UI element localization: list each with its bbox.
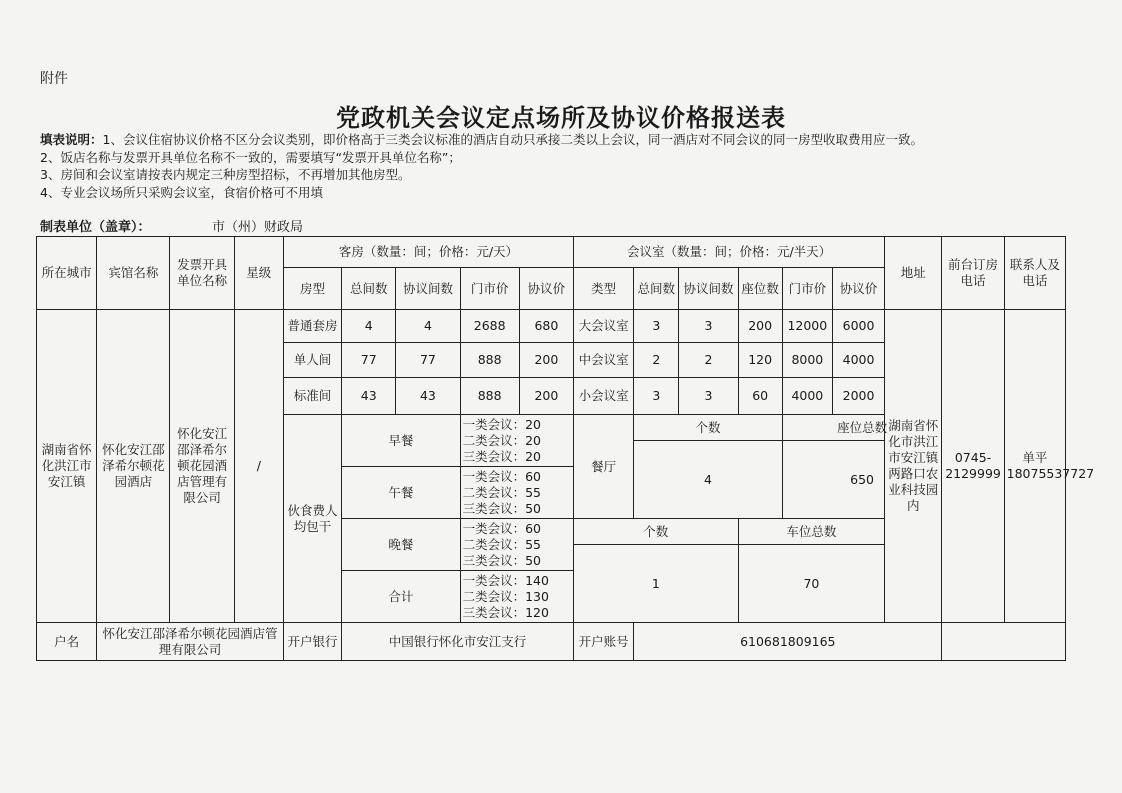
meal-price-class1: 一类会议：140	[462, 572, 549, 588]
room-total: 43	[342, 378, 396, 415]
mr-seats: 120	[738, 343, 782, 378]
header-contact: 联系人及电话	[1004, 237, 1065, 310]
cell-star: /	[234, 310, 283, 623]
bureau-name: 市（州）财政局	[212, 220, 304, 235]
account-row	[37, 623, 1066, 661]
room-agreed-price: 200	[519, 343, 573, 378]
bank-name: 中国银行怀化市安江支行	[342, 623, 574, 661]
restaurant-seats-label: 座位总数	[782, 415, 942, 441]
mr-total: 3	[634, 378, 679, 415]
header-mr-price: 协议价	[832, 268, 884, 310]
meal-name: 午餐	[342, 467, 460, 519]
mr-seats: 60	[738, 378, 782, 415]
note-line-2	[40, 149, 923, 167]
header-room-door: 门市价	[460, 268, 519, 310]
header-front-phone: 前台订房电话	[942, 237, 1004, 310]
holder-name: 怀化安江邵泽希尔顿花园酒店管理有限公司	[97, 623, 284, 661]
header-room-total: 总间数	[342, 268, 396, 310]
header-hotel: 宾馆名称	[97, 237, 170, 310]
mr-agreed: 3	[679, 378, 738, 415]
mr-total: 3	[634, 310, 679, 343]
room-agreed: 77	[396, 343, 460, 378]
meals-label: 伙食费人均包干	[283, 415, 341, 623]
meal-name: 早餐	[342, 415, 460, 467]
mr-door-price: 12000	[782, 310, 832, 343]
note-head: 填表说明：	[40, 132, 103, 147]
header-invoice: 发票开具单位名称	[170, 237, 234, 310]
header-mr-total: 总间数	[634, 268, 679, 310]
page-title: 党政机关会议定点场所及协议价格报送表	[336, 104, 786, 132]
header-city: 所在城市	[37, 237, 97, 310]
room-type: 单人间	[283, 343, 341, 378]
quote-table	[36, 236, 1095, 661]
parking-spaces-label: 车位总数	[738, 519, 885, 545]
header-mr-door: 门市价	[782, 268, 832, 310]
maker-label: 制表单位（盖章）：	[40, 220, 151, 235]
note-4: 4、专业会议场所只采购会议室，食宿价格可不用填	[40, 184, 323, 200]
mr-agreed: 3	[679, 310, 738, 343]
restaurant-label: 餐厅	[573, 415, 633, 519]
header-meeting-group: 会议室（数量：间；价格：元/半天）	[573, 237, 884, 268]
room-agreed-price: 200	[519, 378, 573, 415]
fill-instructions	[40, 131, 923, 201]
cell-city: 湖南省怀化洪江市安江镇	[37, 310, 97, 623]
mr-total: 2	[634, 343, 679, 378]
mr-door-price: 4000	[782, 378, 832, 415]
header-room-type: 房型	[283, 268, 341, 310]
meal-price-class1: 一类会议：60	[462, 468, 541, 484]
meal-price-class3: 三类会议：50	[462, 552, 541, 568]
meal-prices	[460, 467, 573, 519]
table-row	[37, 310, 1066, 343]
mr-type: 小会议室	[573, 378, 633, 415]
note-1: 1、会议住宿协议价格不区分会议类别，即价格高于三类会议标准的酒店自动只承接二类以上会议，同一酒店对不同会议的同一房型收取费用应一致。	[102, 132, 923, 147]
meal-price-class3: 三类会议：20	[462, 448, 541, 464]
note-line-3	[40, 166, 923, 184]
meal-name: 晚餐	[342, 519, 460, 571]
room-door-price: 888	[460, 378, 519, 415]
restaurant-seats: 650	[782, 441, 942, 519]
meal-price-class2: 二类会议：55	[462, 484, 541, 500]
mr-type: 大会议室	[573, 310, 633, 343]
note-line-1	[40, 131, 923, 149]
meal-price-class2: 二类会议：55	[462, 536, 541, 552]
meal-price-class3: 三类会议：120	[462, 604, 549, 620]
holder-label: 户名	[37, 623, 97, 661]
room-door-price: 888	[460, 343, 519, 378]
attachment-label: 附件	[40, 71, 68, 87]
parking-count-label: 个数	[573, 519, 738, 545]
meal-prices	[460, 571, 573, 623]
cell-front-phone: 0745-2129999	[942, 310, 1004, 623]
mr-agreed-price: 4000	[832, 343, 884, 378]
meal-prices	[460, 519, 573, 571]
meal-price-class3: 三类会议：50	[462, 500, 541, 516]
room-type: 普通套房	[283, 310, 341, 343]
header-mr-seats: 座位数	[738, 268, 782, 310]
header-star: 星级	[234, 237, 283, 310]
room-type: 标准间	[283, 378, 341, 415]
meal-price-class1: 一类会议：20	[462, 416, 541, 432]
header-mr-type: 类型	[573, 268, 633, 310]
cell-contact: 单平18075537727	[1004, 310, 1065, 623]
mr-type: 中会议室	[573, 343, 633, 378]
parking-spaces: 70	[738, 545, 885, 623]
mr-agreed-price: 6000	[832, 310, 884, 343]
meal-price-class2: 二类会议：20	[462, 432, 541, 448]
note-line-4	[40, 184, 923, 202]
acct-label: 开户账号	[573, 623, 633, 661]
cell-invoice: 怀化安江邵泽希尔顿花园酒店管理有限公司	[170, 310, 234, 623]
mr-door-price: 8000	[782, 343, 832, 378]
meal-name: 合计	[342, 571, 460, 623]
blank-cell	[942, 623, 1066, 661]
restaurant-count: 4	[634, 441, 783, 519]
room-agreed-price: 680	[519, 310, 573, 343]
cell-address: 湖南省怀化市洪江市安江镇两路口农业科技园内	[885, 310, 942, 623]
cell-hotel-name: 怀化安江邵泽希尔顿花园酒店	[97, 310, 170, 623]
mr-seats: 200	[738, 310, 782, 343]
room-total: 77	[342, 343, 396, 378]
mr-agreed: 2	[679, 343, 738, 378]
note-3: 3、房间和会议室请按表内规定三种房型招标，不再增加其他房型。	[40, 167, 411, 182]
meal-price-class2: 二类会议：130	[462, 588, 549, 604]
header-mr-agreed: 协议间数	[679, 268, 738, 310]
mr-agreed-price: 2000	[832, 378, 884, 415]
room-agreed: 4	[396, 310, 460, 343]
acct-number: 610681809165	[634, 623, 942, 661]
bank-label: 开户银行	[283, 623, 341, 661]
room-total: 4	[342, 310, 396, 343]
note-2: 2、饭店名称与发票开具单位名称不一致的，需要填写“发票开具单位名称”；	[40, 149, 461, 165]
header-room-agreed: 协议间数	[396, 268, 460, 310]
header-address: 地址	[885, 237, 942, 310]
header-room-price: 协议价	[519, 268, 573, 310]
room-door-price: 2688	[460, 310, 519, 343]
header-rooms-group: 客房（数量：间；价格：元/天）	[283, 237, 573, 268]
meal-price-class1: 一类会议：60	[462, 520, 541, 536]
restaurant-count-label: 个数	[634, 415, 783, 441]
room-agreed: 43	[396, 378, 460, 415]
meal-prices	[460, 415, 573, 467]
parking-count: 1	[573, 545, 738, 623]
